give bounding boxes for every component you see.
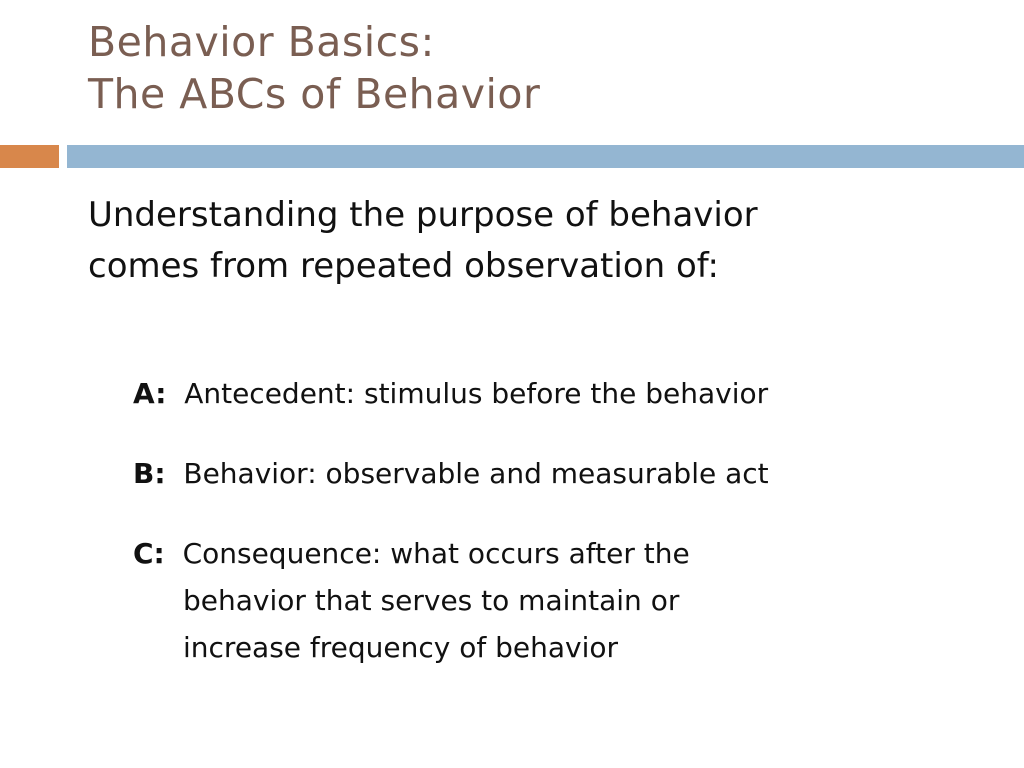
intro-line-2: comes from repeated observation of: [88,246,720,286]
slide-title-line-2: The ABCs of Behavior [88,70,541,118]
abc-item-key: A: [133,377,167,410]
slide-title [88,16,988,120]
abc-item-text: Antecedent: stimulus before the behavior [184,377,769,410]
abc-item-c [133,530,1013,671]
abc-item-continuation-2: increase frequency of behavior [183,631,619,664]
slide-title-line-1: Behavior Basics: [88,18,435,66]
intro-text [88,190,1008,292]
accent-bar [0,145,59,168]
divider-bar [67,145,1024,168]
intro-line-1: Understanding the purpose of behavior [88,195,758,235]
abc-item-text: Consequence: what occurs after the [182,537,690,570]
abc-item-key: C: [133,537,165,570]
abc-item-key: B: [133,457,166,490]
abc-item-b [133,450,1013,497]
abc-item-continuation-1: behavior that serves to maintain or [183,584,680,617]
abc-item-text: Behavior: observable and measurable act [183,457,769,490]
abc-item-a [133,370,1013,417]
